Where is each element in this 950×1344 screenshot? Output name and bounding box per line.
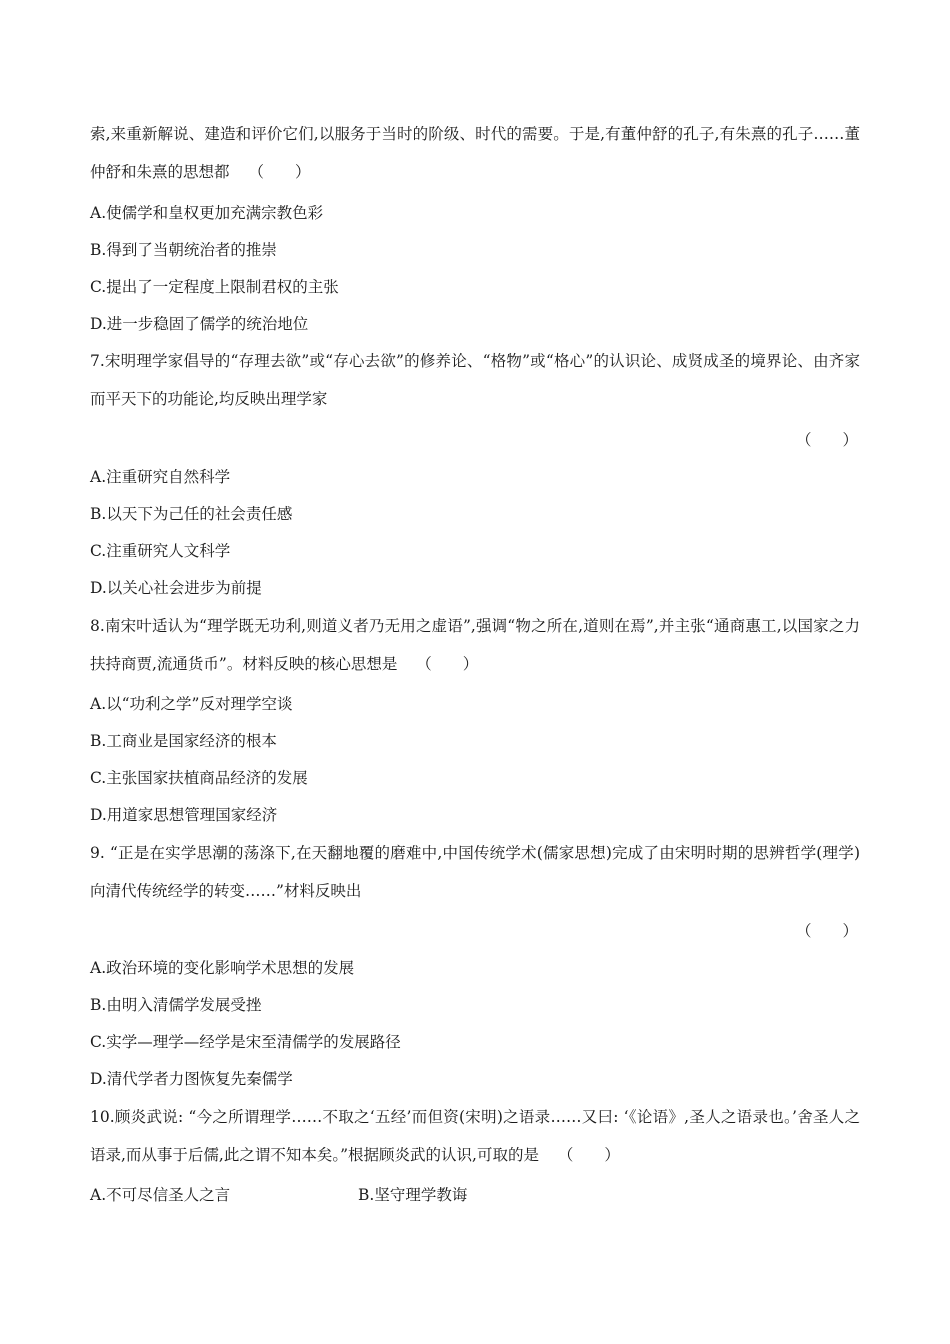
q10-option-a: A.不可尽信圣人之言	[90, 1186, 231, 1204]
q7-stem: 7.宋明理学家倡导的“存理去欲”或“存心去欲”的修养论、“格物”或“格心”的认识论、成贤成圣的境界论、由齐家而平天下的功能论,均反映出理学家	[90, 352, 860, 408]
q8-option-b: B.工商业是国家经济的根本	[90, 732, 277, 750]
q9-option-b: B.由明入清儒学发展受挫	[90, 996, 262, 1014]
q6-option-d: D.进一步稳固了儒学的统治地位	[90, 315, 309, 333]
q8-option-d: D.用道家思想管理国家经济	[90, 806, 278, 824]
q6-answer-paren: （ ）	[248, 163, 311, 181]
q7-option-d: D.以关心社会进步为前提	[90, 579, 262, 597]
q7-option-c: C.注重研究人文科学	[90, 542, 231, 560]
q8-stem-text: 8.南宋叶适认为“理学既无功利,则道义者乃无用之虚语”,强调“物之所在,道则在焉”,并主张“通商惠工,以国家之力扶持商贾,流通货币”。材料反映的核心思想是	[90, 617, 860, 673]
q10-answer-paren: （ ）	[557, 1146, 620, 1164]
q7-option-a: A.注重研究自然科学	[90, 468, 231, 486]
q8-stem	[90, 607, 860, 683]
q9-stem: 9. “正是在实学思潮的荡涤下,在天翻地覆的磨难中,中国传统学术(儒家思想)完成了由宋明时期的思辨哲学(理学)向清代传统经学的转变……”材料反映出	[90, 844, 860, 900]
q9-option-c: C.实学—理学—经学是宋至清儒学的发展路径	[90, 1033, 401, 1051]
q8-answer-paren: （ ）	[416, 655, 479, 673]
q7-option-b: B.以天下为己任的社会责任感	[90, 505, 293, 523]
q9-answer-paren: （ ）	[795, 922, 858, 940]
q6-option-b: B.得到了当朝统治者的推崇	[90, 241, 277, 259]
q8-option-c: C.主张国家扶植商品经济的发展	[90, 769, 308, 787]
q6-stem-text: 索,来重新解说、建造和评价它们,以服务于当时的阶级、时代的需要。于是,有董仲舒的孔子,有朱熹的孔子……董仲舒和朱熹的思想都	[90, 125, 860, 181]
q6-option-a: A.使儒学和皇权更加充满宗教色彩	[90, 204, 324, 222]
q10-option-b: B.坚守理学教诲	[358, 1186, 468, 1204]
q6-stem	[90, 115, 860, 191]
q9-option-d: D.清代学者力图恢复先秦儒学	[90, 1070, 293, 1088]
q10-stem	[90, 1098, 860, 1174]
q7-answer-paren: （ ）	[795, 431, 858, 449]
q9-option-a: A.政治环境的变化影响学术思想的发展	[90, 959, 355, 977]
q6-option-c: C.提出了一定程度上限制君权的主张	[90, 278, 339, 296]
q8-option-a: A.以“功利之学”反对理学空谈	[90, 695, 293, 713]
q10-stem-text: 10.顾炎武说: “今之所谓理学……不取之‘五经’而但资(宋明)之语录……又曰: ‘《论语》,圣人之语录也。’舍圣人之语录,而从事于后儒,此之谓不知本矣。”根据顾炎武的认识,可取的是	[90, 1108, 860, 1164]
